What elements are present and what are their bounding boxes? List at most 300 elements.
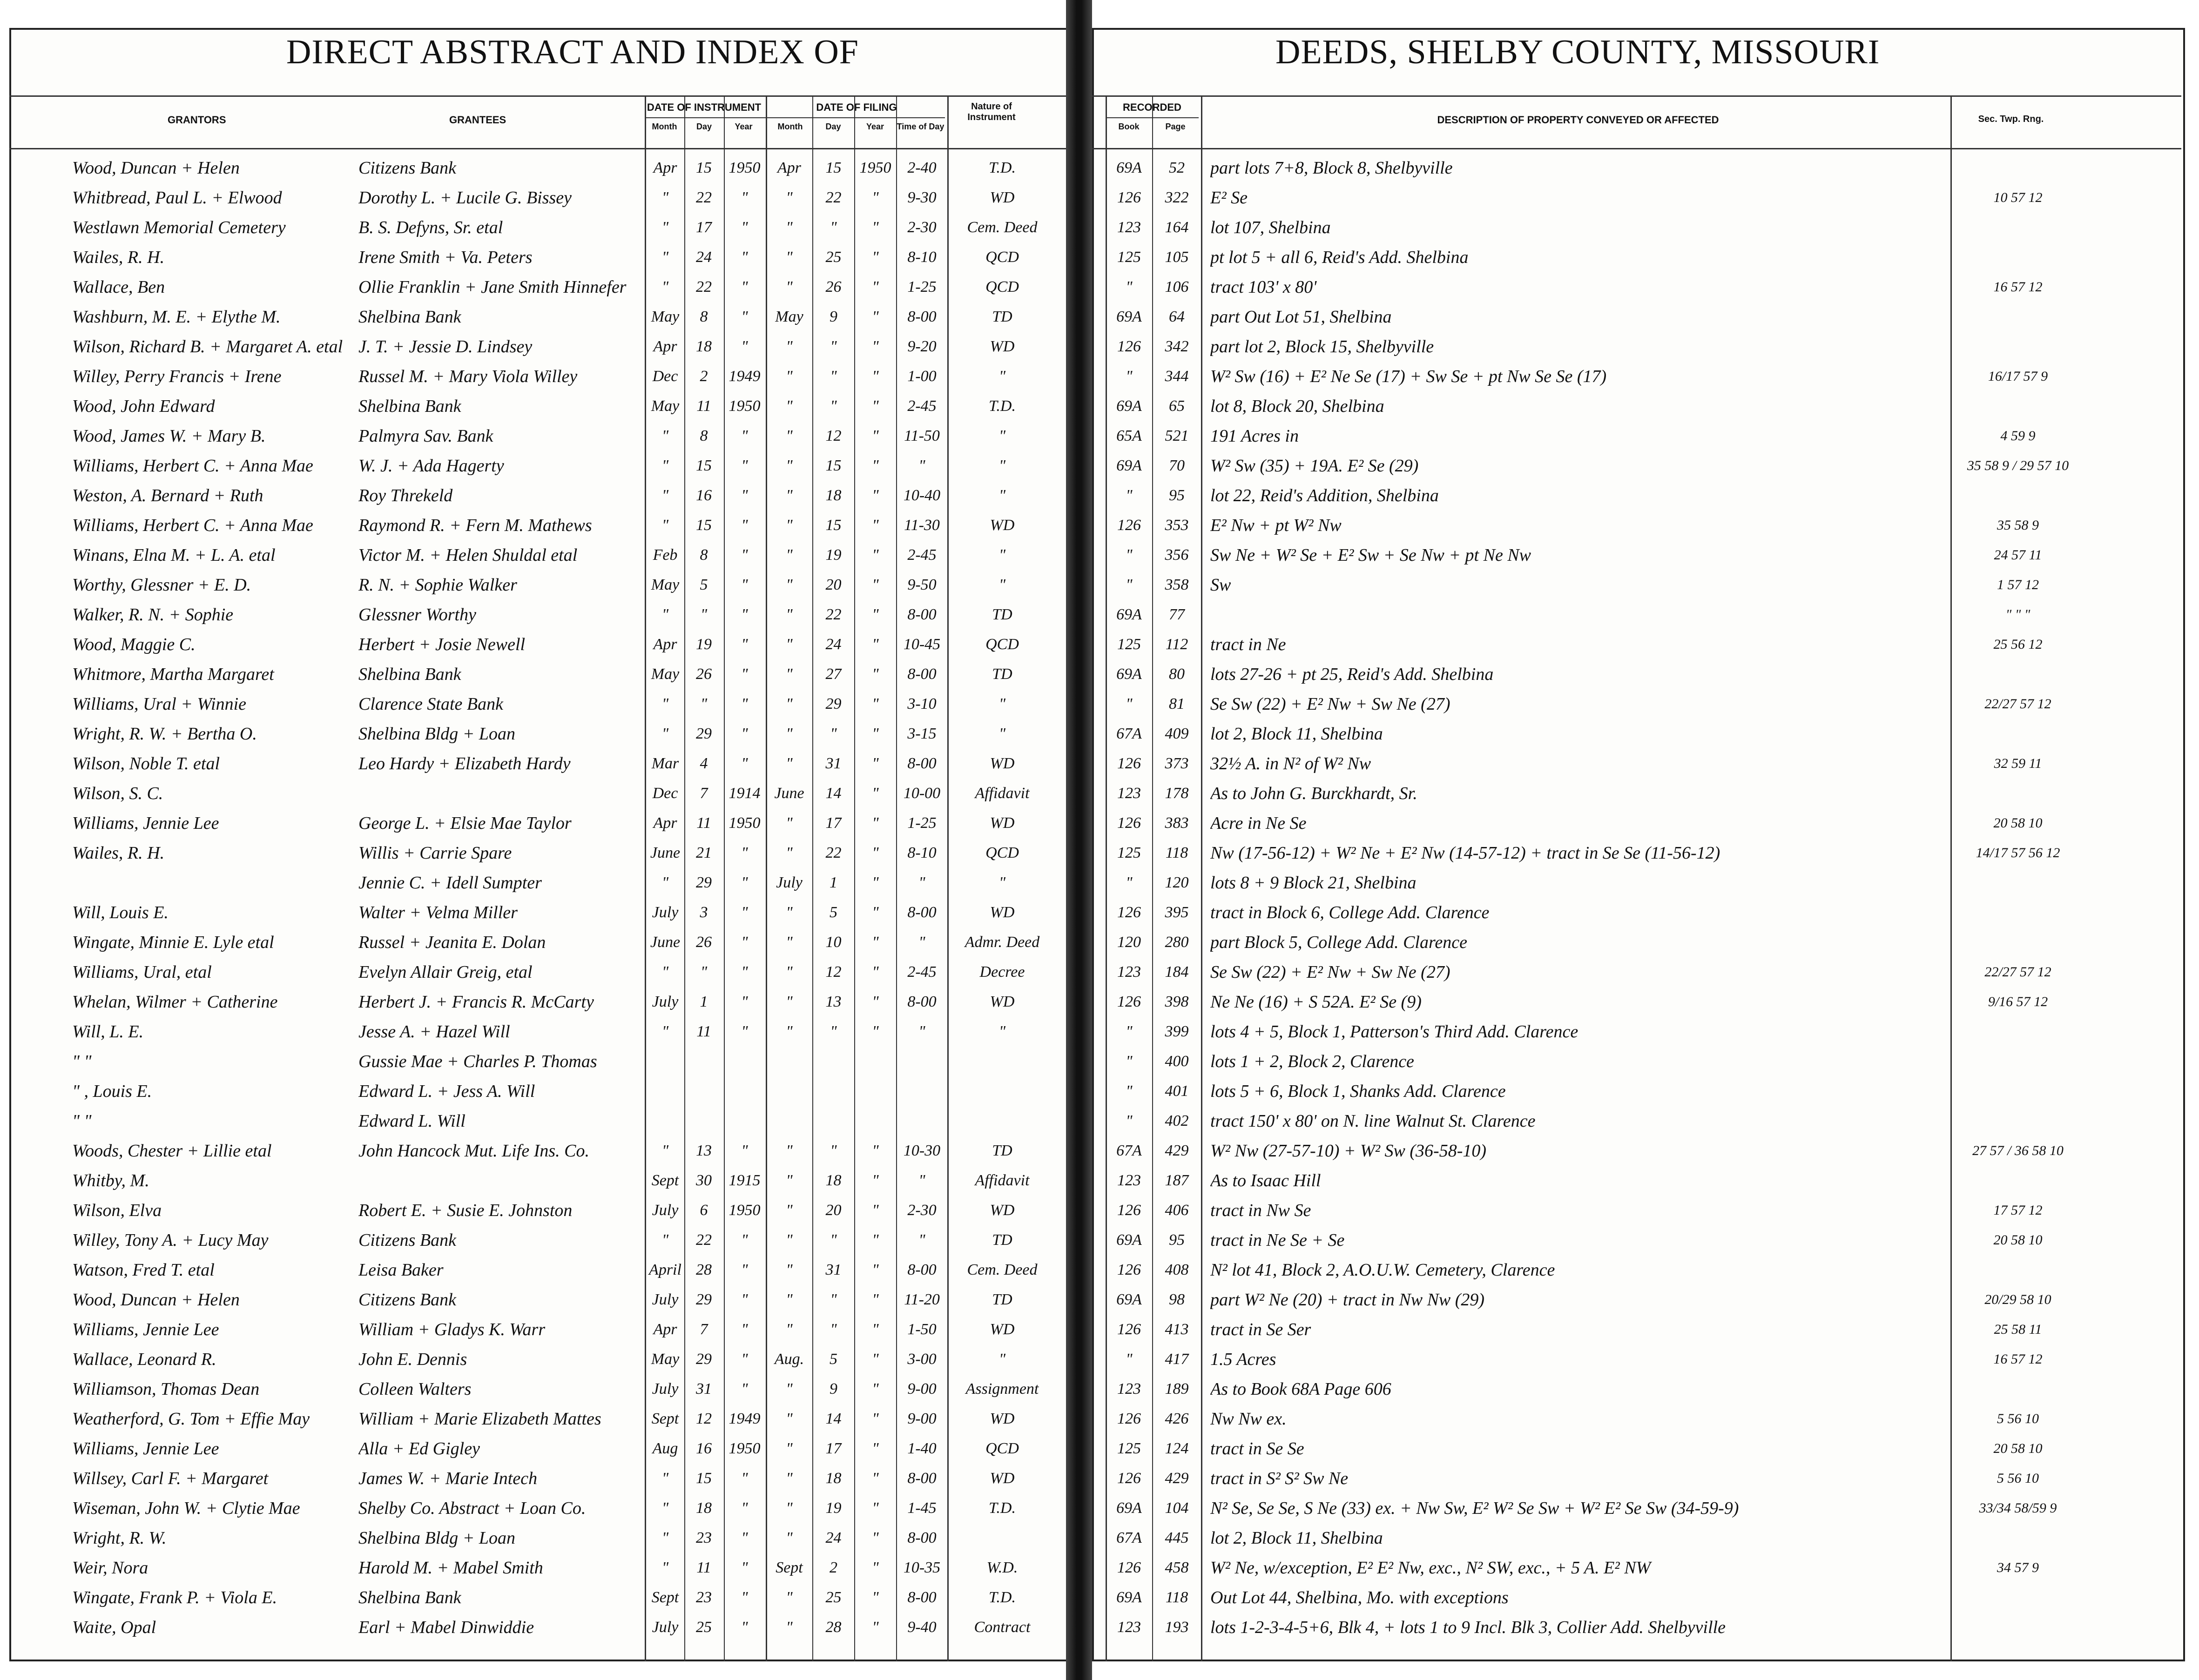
cell-book: 69A — [1116, 159, 1142, 176]
cell-grantor: Wood, Duncan + Helen — [72, 1290, 240, 1310]
cell-im: Sept — [651, 1410, 679, 1427]
table-row — [0, 485, 2199, 506]
table-row — [0, 1110, 2199, 1132]
cell-grantor: Williams, Jennie Lee — [72, 1439, 219, 1458]
cell-page: 400 — [1165, 1053, 1189, 1070]
cell-page: 184 — [1165, 963, 1189, 981]
cell-grantee: Shelbina Bank — [358, 396, 461, 416]
header-file-month: Month — [777, 122, 803, 131]
cell-id: 11 — [696, 1023, 711, 1040]
cell-iy: " — [741, 844, 748, 861]
cell-fy: " — [872, 1559, 879, 1576]
cell-grantor: Whitbread, Paul L. + Elwood — [72, 188, 282, 208]
cell-fd: " — [830, 368, 837, 385]
cell-fd: 9 — [830, 1380, 837, 1398]
cell-grantee: Citizens Bank — [358, 1290, 457, 1310]
cell-id: 16 — [696, 487, 712, 504]
cell-id: 18 — [696, 1499, 712, 1517]
cell-fm: " — [786, 606, 793, 623]
cell-page: 344 — [1165, 368, 1189, 385]
cell-nature: Affidavit — [975, 1172, 1030, 1189]
cell-desc: lots 1-2-3-4-5+6, Blk 4, + lots 1 to 9 Incl. Blk 3, Collier Add. Shelbyville — [1210, 1618, 1726, 1637]
cell-nature: " — [998, 368, 1006, 385]
cell-fy: " — [872, 1470, 879, 1487]
cell-desc: E² Se — [1210, 188, 1248, 208]
cell-im: Dec — [652, 368, 678, 385]
cell-fy: " — [872, 368, 879, 385]
cell-fy: " — [872, 755, 879, 772]
cell-nature: WD — [990, 517, 1015, 534]
cell-fm: " — [786, 219, 793, 236]
cell-fd: 27 — [825, 665, 842, 683]
cell-page: 52 — [1169, 159, 1185, 176]
cell-fd: 24 — [825, 1529, 842, 1546]
cell-fd: 5 — [830, 904, 837, 921]
cell-nature: WD — [990, 904, 1015, 921]
cell-im: " — [661, 219, 669, 236]
cell-page: 521 — [1165, 427, 1189, 444]
cell-fd: 25 — [825, 249, 842, 266]
table-row — [0, 1289, 2199, 1310]
cell-desc: part W² Ne (20) + tract in Nw Nw (29) — [1210, 1290, 1485, 1310]
cell-book: 125 — [1117, 249, 1141, 266]
cell-page: 193 — [1165, 1619, 1189, 1636]
cell-fd: 1 — [830, 874, 837, 891]
cell-desc: E² Nw + pt W² Nw — [1210, 516, 1342, 535]
cell-fd: " — [830, 1291, 837, 1308]
cell-time: " — [918, 934, 925, 951]
cell-fm: June — [774, 785, 804, 802]
cell-fm: Sept — [776, 1559, 803, 1576]
table-row — [0, 1259, 2199, 1281]
cell-page: 342 — [1165, 338, 1189, 355]
cell-im: Aug — [652, 1440, 678, 1457]
cell-nature: TD — [992, 308, 1012, 325]
cell-time: 8-00 — [907, 755, 937, 772]
cell-page: 106 — [1165, 278, 1189, 296]
cell-book: 123 — [1117, 963, 1141, 981]
cell-id: 15 — [696, 1470, 712, 1487]
cell-im: Feb — [653, 546, 678, 564]
cell-grantor: Williams, Jennie Lee — [72, 1320, 219, 1339]
cell-im: May — [651, 1351, 680, 1368]
cell-fy: " — [872, 606, 879, 623]
cell-fm: " — [786, 904, 793, 921]
cell-grantee: Jennie C. + Idell Sumpter — [358, 873, 542, 893]
cell-fy: " — [872, 1142, 879, 1159]
cell-im: Apr — [653, 1321, 677, 1338]
table-row — [0, 366, 2199, 387]
table-row — [0, 753, 2199, 774]
date-subheader-rule — [645, 117, 945, 118]
cell-iy: " — [741, 606, 748, 623]
cell-time: 9-50 — [907, 576, 937, 593]
cell-book: 125 — [1117, 1440, 1141, 1457]
cell-str: 20/29 58 10 — [1984, 1292, 2051, 1307]
cell-time: 8-00 — [907, 1470, 937, 1487]
header-top-rule-left — [9, 95, 1066, 97]
cell-grantor: Whitmore, Martha Margaret — [72, 665, 274, 684]
table-row — [0, 336, 2199, 357]
cell-grantee: Willis + Carrie Spare — [358, 843, 512, 863]
cell-time: 11-30 — [904, 517, 940, 534]
cell-fy: " — [872, 963, 879, 981]
cell-time: 2-30 — [907, 219, 937, 236]
cell-im: April — [649, 1261, 681, 1278]
cell-fy: " — [872, 814, 879, 832]
cell-im: " — [661, 1231, 669, 1249]
cell-id: 13 — [696, 1142, 712, 1159]
cell-desc: tract in S² S² Sw Ne — [1210, 1469, 1349, 1488]
cell-page: 445 — [1165, 1529, 1189, 1546]
cell-time: 1-45 — [907, 1499, 937, 1517]
cell-fd: 22 — [825, 606, 842, 623]
cell-iy: " — [741, 1529, 748, 1546]
cell-grantee: Shelbina Bldg + Loan — [358, 1528, 516, 1548]
cell-time: " — [918, 1023, 925, 1040]
cell-time: 2-45 — [907, 397, 937, 415]
cell-str: 20 58 10 — [1993, 815, 2043, 831]
cell-time: 3-10 — [907, 695, 937, 712]
cell-page: 399 — [1165, 1023, 1189, 1040]
table-row — [0, 1587, 2199, 1608]
cell-str: 32 59 11 — [1994, 756, 2042, 771]
cell-fm: " — [786, 576, 793, 593]
table-row — [0, 783, 2199, 804]
cell-iy: " — [741, 308, 748, 325]
cell-fy: " — [872, 517, 879, 534]
cell-grantor: Wright, R. W. — [72, 1528, 167, 1548]
cell-nature: QCD — [985, 1440, 1019, 1457]
cell-nature: " — [998, 1023, 1006, 1040]
cell-id: 4 — [700, 755, 708, 772]
header-book: Book — [1118, 122, 1140, 131]
cell-id: 17 — [696, 219, 712, 236]
table-row — [0, 574, 2199, 596]
cell-id: 22 — [696, 189, 712, 206]
cell-fm: Apr — [777, 159, 801, 176]
cell-grantee: John E. Dennis — [358, 1350, 467, 1369]
cell-time: 8-00 — [907, 1529, 937, 1546]
cell-desc: As to Isaac Hill — [1210, 1171, 1321, 1190]
cell-nature: " — [998, 487, 1006, 504]
cell-nature: Cem. Deed — [967, 219, 1038, 236]
cell-book: 67A — [1116, 1142, 1142, 1159]
table-row — [0, 276, 2199, 298]
cell-iy: 1949 — [729, 368, 761, 385]
cell-grantor: Weston, A. Bernard + Ruth — [72, 486, 263, 505]
cell-grantee: Edward L. Will — [358, 1111, 465, 1131]
cell-book: " — [1126, 1351, 1133, 1368]
cell-book: 69A — [1116, 308, 1142, 325]
cell-page: 383 — [1165, 814, 1189, 832]
cell-time: 1-40 — [907, 1440, 937, 1457]
cell-time: 11-50 — [904, 427, 940, 444]
table-row — [0, 1319, 2199, 1340]
cell-fd: " — [830, 1142, 837, 1159]
cell-nature: Affidavit — [975, 785, 1030, 802]
cell-fd: " — [830, 397, 837, 415]
cell-id: 15 — [696, 159, 712, 176]
cell-str: 1 57 12 — [1997, 577, 2039, 592]
cell-iy: " — [741, 338, 748, 355]
cell-grantee: Irene Smith + Va. Peters — [358, 248, 533, 267]
cell-id: 23 — [696, 1529, 712, 1546]
cell-book: 123 — [1117, 1619, 1141, 1636]
cell-book: " — [1126, 487, 1133, 504]
cell-time: 8-00 — [907, 993, 937, 1010]
cell-book: 69A — [1116, 1291, 1142, 1308]
cell-fd: 19 — [825, 546, 842, 564]
cell-fd: 13 — [825, 993, 842, 1010]
cell-id: 8 — [700, 427, 708, 444]
cell-grantee: James W. + Marie Intech — [358, 1469, 538, 1488]
cell-fy: " — [872, 1261, 879, 1278]
cell-time: " — [918, 1231, 925, 1249]
cell-grantor: Williams, Herbert C. + Anna Mae — [72, 456, 313, 476]
cell-fd: 20 — [825, 1202, 842, 1219]
table-row — [0, 634, 2199, 655]
cell-grantee: Raymond R. + Fern M. Mathews — [358, 516, 592, 535]
cell-grantee: B. S. Defyns, Sr. etal — [358, 218, 503, 237]
table-row — [0, 247, 2199, 268]
cell-iy: " — [741, 1023, 748, 1040]
cell-im: " — [661, 1529, 669, 1546]
header-bottom-rule-right — [1092, 148, 2181, 149]
cell-nature: " — [998, 576, 1006, 593]
cell-fm: " — [786, 1202, 793, 1219]
cell-desc: W² Sw (16) + E² Ne Se (17) + Sw Se + pt Nw Se Se (17) — [1210, 367, 1607, 386]
cell-page: 189 — [1165, 1380, 1189, 1398]
cell-str: 9/16 57 12 — [1988, 994, 2048, 1009]
cell-fm: Aug. — [774, 1351, 804, 1368]
cell-grantee: Leo Hardy + Elizabeth Hardy — [358, 754, 571, 773]
cell-desc: lots 27-26 + pt 25, Reid's Add. Shelbina — [1210, 665, 1494, 684]
cell-iy: " — [741, 934, 748, 951]
cell-book: " — [1126, 1082, 1133, 1100]
cell-desc: W² Ne, w/exception, E² E² Nw, exc., N² SW, exc., + 5 A. E² NW — [1210, 1558, 1651, 1578]
cell-nature: QCD — [985, 844, 1019, 861]
cell-iy: " — [741, 517, 748, 534]
table-row — [0, 1438, 2199, 1459]
cell-iy: " — [741, 487, 748, 504]
cell-grantor: " " — [72, 1052, 92, 1071]
cell-time: 2-45 — [907, 546, 937, 564]
cell-time: 8-00 — [907, 665, 937, 683]
cell-im: July — [652, 1202, 679, 1219]
cell-fm: " — [786, 934, 793, 951]
cell-id: 29 — [696, 874, 712, 891]
cell-nature: WD — [990, 1202, 1015, 1219]
cell-grantor: Wailes, R. H. — [72, 843, 165, 863]
cell-time: 10-40 — [903, 487, 941, 504]
cell-im: " — [661, 249, 669, 266]
cell-im: Apr — [653, 338, 677, 355]
cell-book: 67A — [1116, 1529, 1142, 1546]
cell-fm: " — [786, 487, 793, 504]
cell-fy: " — [872, 1351, 879, 1368]
cell-page: 64 — [1169, 308, 1185, 325]
cell-im: July — [652, 993, 679, 1010]
cell-str: 22/27 57 12 — [1984, 696, 2051, 712]
cell-book: 120 — [1117, 934, 1141, 951]
cell-fy: " — [872, 308, 879, 325]
table-row — [0, 604, 2199, 625]
cell-im: June — [650, 844, 681, 861]
cell-str: 35 58 9 — [1997, 517, 2039, 533]
cell-desc: tract in Ne — [1210, 635, 1286, 654]
cell-time: 9-00 — [907, 1380, 937, 1398]
cell-fm: " — [786, 249, 793, 266]
table-row — [0, 544, 2199, 566]
cell-fy: " — [872, 487, 879, 504]
cell-grantor: " " — [72, 1111, 92, 1131]
cell-id: 21 — [696, 844, 712, 861]
cell-time: 8-00 — [907, 1589, 937, 1606]
table-row — [0, 1527, 2199, 1549]
cell-str: 4 59 9 — [2000, 428, 2036, 444]
cell-fy: " — [872, 904, 879, 921]
cell-im: May — [651, 576, 680, 593]
header-page: Page — [1165, 122, 1186, 131]
table-row — [0, 306, 2199, 328]
cell-im: Apr — [653, 814, 677, 832]
cell-fy: " — [872, 665, 879, 683]
cell-time: 2-45 — [907, 963, 937, 981]
header-date-of-instrument: DATE OF INSTRUMENT — [647, 101, 762, 113]
header-recorded: RECORDED — [1123, 101, 1181, 113]
cell-grantee: Jesse A. + Hazel Will — [358, 1022, 510, 1042]
cell-desc: lots 8 + 9 Block 21, Shelbina — [1210, 873, 1417, 893]
cell-fd: 12 — [825, 427, 842, 444]
cell-fm: " — [786, 1529, 793, 1546]
cell-fm: " — [786, 517, 793, 534]
cell-book: 67A — [1116, 725, 1142, 742]
cell-fd: 2 — [830, 1559, 837, 1576]
cell-iy: 1914 — [729, 785, 761, 802]
cell-im: " — [661, 278, 669, 296]
cell-iy: " — [741, 725, 748, 742]
title-right: DEEDS, SHELBY COUNTY, MISSOURI — [1275, 33, 1880, 71]
cell-iy: " — [741, 278, 748, 296]
cell-grantee: W. J. + Ada Hagerty — [358, 456, 504, 476]
cell-iy: 1915 — [729, 1172, 761, 1189]
table-row — [0, 1021, 2199, 1042]
cell-id: 5 — [700, 576, 708, 593]
cell-fd: " — [830, 1023, 837, 1040]
cell-time: 10-35 — [903, 1559, 941, 1576]
cell-grantee: J. T. + Jessie D. Lindsey — [358, 337, 533, 356]
cell-time: 10-30 — [903, 1142, 941, 1159]
cell-iy: " — [741, 874, 748, 891]
cell-iy: 1950 — [729, 159, 761, 176]
cell-book: 126 — [1117, 1410, 1141, 1427]
cell-im: " — [661, 517, 669, 534]
cell-page: 104 — [1165, 1499, 1189, 1517]
cell-iy: 1949 — [729, 1410, 761, 1427]
cell-fd: 15 — [825, 159, 842, 176]
cell-fy: " — [872, 636, 879, 653]
cell-desc: As to John G. Burckhardt, Sr. — [1210, 784, 1417, 803]
cell-grantee: Harold M. + Mabel Smith — [358, 1558, 543, 1578]
cell-desc: W² Sw (35) + 19A. E² Se (29) — [1210, 456, 1419, 476]
cell-fy: " — [872, 427, 879, 444]
cell-book: " — [1126, 546, 1133, 564]
cell-page: 98 — [1169, 1291, 1185, 1308]
cell-desc: part lots 7+8, Block 8, Shelbyville — [1210, 158, 1453, 178]
cell-fm: " — [786, 636, 793, 653]
cell-grantor: Williams, Jennie Lee — [72, 813, 219, 833]
cell-grantor: Wilson, Noble T. etal — [72, 754, 220, 773]
cell-page: 65 — [1169, 397, 1185, 415]
cell-im: June — [650, 934, 681, 951]
cell-im: " — [661, 1559, 669, 1576]
cell-im: Mar — [651, 755, 679, 772]
cell-id: 12 — [696, 1410, 712, 1427]
cell-desc: Nw Nw ex. — [1210, 1409, 1287, 1429]
cell-id: 11 — [696, 1559, 711, 1576]
cell-grantee: Evelyn Allair Greig, etal — [358, 962, 533, 982]
cell-page: 77 — [1169, 606, 1185, 623]
cell-fd: 20 — [825, 576, 842, 593]
cell-fm: " — [786, 1470, 793, 1487]
cell-iy: " — [741, 1321, 748, 1338]
cell-nature: Decree — [979, 963, 1025, 981]
cell-desc: tract in Se Ser — [1210, 1320, 1311, 1339]
cell-fy: " — [872, 1202, 879, 1219]
cell-grantor: Williams, Ural + Winnie — [72, 694, 246, 714]
header-inst-month: Month — [652, 122, 677, 131]
cell-time: 10-00 — [903, 785, 941, 802]
cell-book: 69A — [1116, 1499, 1142, 1517]
cell-book: 69A — [1116, 606, 1142, 623]
cell-str: 24 57 11 — [1994, 547, 2042, 563]
cell-grantee: Shelbina Bank — [358, 307, 461, 327]
cell-desc: part Out Lot 51, Shelbina — [1210, 307, 1392, 327]
cell-fd: " — [830, 1231, 837, 1249]
cell-grantee: Walter + Velma Miller — [358, 903, 518, 922]
cell-book: " — [1126, 695, 1133, 712]
cell-page: 80 — [1169, 665, 1185, 683]
cell-time: 2-30 — [907, 1202, 937, 1219]
cell-id: 11 — [696, 397, 711, 415]
table-row — [0, 1140, 2199, 1162]
table-row — [0, 455, 2199, 477]
cell-fy: 1950 — [859, 159, 891, 176]
cell-id: 18 — [696, 338, 712, 355]
cell-grantee: Palmyra Sav. Bank — [358, 426, 493, 446]
cell-book: 126 — [1117, 904, 1141, 921]
cell-book: 123 — [1117, 1380, 1141, 1398]
table-row — [0, 872, 2199, 894]
cell-nature: WD — [990, 189, 1015, 206]
cell-id: 8 — [700, 308, 708, 325]
cell-fd: " — [830, 338, 837, 355]
cell-grantee: Shelbina Bank — [358, 665, 461, 684]
cell-im: July — [652, 1619, 679, 1636]
header-inst-day: Day — [696, 122, 712, 131]
cell-grantee: John Hancock Mut. Life Ins. Co. — [358, 1141, 590, 1161]
cell-nature: Cem. Deed — [967, 1261, 1038, 1278]
cell-nature: WD — [990, 1410, 1015, 1427]
table-row — [0, 664, 2199, 685]
cell-im: " — [661, 606, 669, 623]
cell-grantee: Citizens Bank — [358, 158, 457, 178]
cell-grantee: William + Marie Elizabeth Mattes — [358, 1409, 601, 1429]
cell-id: 22 — [696, 1231, 712, 1249]
cell-book: 69A — [1116, 1231, 1142, 1249]
cell-iy: " — [741, 427, 748, 444]
